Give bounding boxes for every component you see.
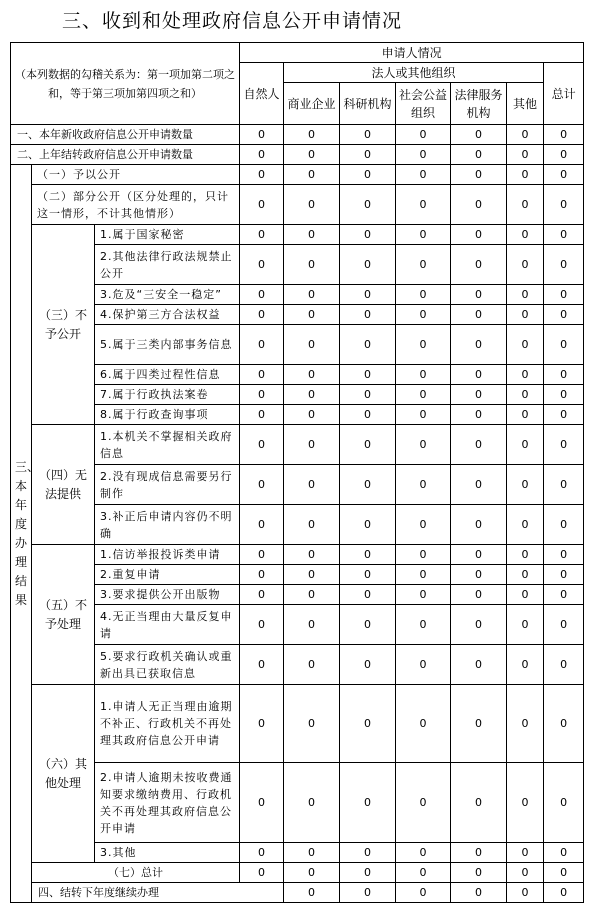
cell-value: 0 xyxy=(451,225,507,245)
cell-value: 0 xyxy=(451,425,507,465)
cell-value: 0 xyxy=(544,285,584,305)
section-3-label: 三、本年度办理结果 xyxy=(11,165,32,903)
cell-value: 0 xyxy=(451,305,507,325)
cell-value: 0 xyxy=(284,245,340,285)
cell-value: 0 xyxy=(340,125,396,145)
row-label: 一、本年新收政府信息公开申请数量 xyxy=(11,125,240,145)
table-row xyxy=(11,685,584,763)
cell-value: 0 xyxy=(544,585,584,605)
table-row xyxy=(11,305,584,325)
row-label: （七）总计 xyxy=(32,863,240,883)
table-row xyxy=(11,125,584,145)
table-row xyxy=(11,585,584,605)
cell-value: 0 xyxy=(340,365,396,385)
group-6-label: （六）其他处理 xyxy=(32,685,95,863)
row-label: 2.重复申请 xyxy=(95,565,240,585)
cell-value: 0 xyxy=(396,585,451,605)
cell-value: 0 xyxy=(451,565,507,585)
row-label: 3.补正后申请内容仍不明确 xyxy=(95,505,240,545)
cell-value: 0 xyxy=(340,305,396,325)
cell-value: 0 xyxy=(284,505,340,545)
cell-value: 0 xyxy=(284,125,340,145)
cell-value: 0 xyxy=(240,245,284,285)
cell-value: 0 xyxy=(240,325,284,365)
row-label: 8.属于行政查询事项 xyxy=(95,405,240,425)
cell-value: 0 xyxy=(544,185,584,225)
row-label: 4.保护第三方合法权益 xyxy=(95,305,240,325)
cell-value: 0 xyxy=(396,843,451,863)
cell-value: 0 xyxy=(451,325,507,365)
cell-value: 0 xyxy=(284,565,340,585)
row-label: 1.属于国家秘密 xyxy=(95,225,240,245)
row-label: 1.申请人无正当理由逾期不补正、行政机关不再处理其政府信息公开申请 xyxy=(95,685,240,763)
table-row xyxy=(11,325,584,365)
cell-value: 0 xyxy=(340,843,396,863)
row-label: 5.要求行政机关确认或重新出具已获取信息 xyxy=(95,645,240,685)
cell-value: 0 xyxy=(240,425,284,465)
cell-value: 0 xyxy=(284,883,340,903)
cell-value: 0 xyxy=(340,763,396,843)
cell-value: 0 xyxy=(240,385,284,405)
cell-value: 0 xyxy=(340,285,396,305)
cell-value: 0 xyxy=(284,325,340,365)
cell-value: 0 xyxy=(544,843,584,863)
table-row xyxy=(11,645,584,685)
cell-value: 0 xyxy=(284,685,340,763)
cell-value: 0 xyxy=(507,505,544,545)
row-label: 7.属于行政执法案卷 xyxy=(95,385,240,405)
cell-value: 0 xyxy=(396,405,451,425)
group-5-label: （五）不予处理 xyxy=(32,545,95,685)
cell-value: 0 xyxy=(284,645,340,685)
table-row xyxy=(11,225,584,245)
table-row xyxy=(11,285,584,305)
cell-value: 0 xyxy=(284,185,340,225)
cell-value: 0 xyxy=(284,843,340,863)
cell-value: 0 xyxy=(451,763,507,843)
cell-value: 0 xyxy=(507,245,544,285)
cell-value: 0 xyxy=(451,385,507,405)
cell-value: 0 xyxy=(240,565,284,585)
header-legal-service: 法律服务机构 xyxy=(451,83,507,125)
cell-value: 0 xyxy=(507,605,544,645)
row-label: 2.其他法律行政法规禁止公开 xyxy=(95,245,240,285)
table-row xyxy=(11,843,584,863)
cell-value: 0 xyxy=(507,863,544,883)
cell-value: 0 xyxy=(507,285,544,305)
cell-value: 0 xyxy=(451,165,507,185)
cell-value: 0 xyxy=(451,843,507,863)
cell-value: 0 xyxy=(544,225,584,245)
cell-value: 0 xyxy=(544,385,584,405)
cell-value: 0 xyxy=(340,605,396,645)
table-row xyxy=(11,145,584,165)
cell-value: 0 xyxy=(507,385,544,405)
cell-value: 0 xyxy=(340,685,396,763)
cell-value: 0 xyxy=(507,125,544,145)
cell-value: 0 xyxy=(451,863,507,883)
cell-value: 0 xyxy=(284,225,340,245)
cell-value: 0 xyxy=(284,605,340,645)
cell-value: 0 xyxy=(340,325,396,365)
cell-value: 0 xyxy=(340,245,396,285)
table-row xyxy=(11,883,584,903)
cell-value: 0 xyxy=(544,125,584,145)
header-social: 社会公益组织 xyxy=(396,83,451,125)
cell-value: 0 xyxy=(240,225,284,245)
row-label: 4.无正当理由大量反复申请 xyxy=(95,605,240,645)
cell-value: 0 xyxy=(507,585,544,605)
cell-value: 0 xyxy=(544,565,584,585)
cell-value: 0 xyxy=(396,305,451,325)
cell-value: 0 xyxy=(240,763,284,843)
cell-value: 0 xyxy=(340,425,396,465)
cell-value: 0 xyxy=(240,843,284,863)
cell-value: 0 xyxy=(507,405,544,425)
cell-value: 0 xyxy=(240,165,284,185)
cell-value: 0 xyxy=(544,645,584,685)
cell-value: 0 xyxy=(396,763,451,843)
cell-value: 0 xyxy=(396,605,451,645)
table-row xyxy=(11,245,584,285)
cell-value: 0 xyxy=(451,125,507,145)
cell-value: 0 xyxy=(396,645,451,685)
cell-value: 0 xyxy=(451,245,507,285)
cell-value: 0 xyxy=(507,185,544,225)
cell-value: 0 xyxy=(507,325,544,365)
table-row xyxy=(11,365,584,385)
cell-value: 0 xyxy=(451,405,507,425)
cell-value: 0 xyxy=(340,405,396,425)
cell-value: 0 xyxy=(507,365,544,385)
cell-value: 0 xyxy=(284,465,340,505)
cell-value: 0 xyxy=(396,385,451,405)
cell-value: 0 xyxy=(240,863,284,883)
header-business: 商业企业 xyxy=(284,83,340,125)
cell-value: 0 xyxy=(340,645,396,685)
row-label: 6.属于四类过程性信息 xyxy=(95,365,240,385)
cell-value: 0 xyxy=(451,645,507,685)
disclosure-table xyxy=(10,42,584,903)
cell-value: 0 xyxy=(396,545,451,565)
cell-value: 0 xyxy=(240,305,284,325)
cell-value: 0 xyxy=(507,305,544,325)
cell-value: 0 xyxy=(507,545,544,565)
cell-value: 0 xyxy=(284,285,340,305)
cell-value: 0 xyxy=(396,505,451,545)
cell-value: 0 xyxy=(340,145,396,165)
cell-value: 0 xyxy=(284,585,340,605)
cell-value: 0 xyxy=(240,145,284,165)
cell-value: 0 xyxy=(544,405,584,425)
cell-value: 0 xyxy=(340,385,396,405)
header-legal-group: 法人或其他组织 xyxy=(284,63,544,83)
cell-value: 0 xyxy=(451,685,507,763)
cell-value: 0 xyxy=(396,465,451,505)
table-row xyxy=(11,763,584,843)
cell-value: 0 xyxy=(544,883,584,903)
table-row xyxy=(11,565,584,585)
cell-value: 0 xyxy=(396,325,451,365)
group-4-label: （四）无法提供 xyxy=(32,425,95,545)
cell-value: 0 xyxy=(451,285,507,305)
header-other: 其他 xyxy=(507,83,544,125)
cell-value: 0 xyxy=(451,465,507,505)
cell-value: 0 xyxy=(507,165,544,185)
cell-value: 0 xyxy=(507,645,544,685)
cell-value: 0 xyxy=(396,565,451,585)
cell-value: 0 xyxy=(240,365,284,385)
cell-value: 0 xyxy=(240,405,284,425)
cell-value: 0 xyxy=(544,605,584,645)
cell-value: 0 xyxy=(340,465,396,505)
cell-value: 0 xyxy=(507,565,544,585)
cell-value: 0 xyxy=(240,465,284,505)
table-row xyxy=(11,605,584,645)
cell-value: 0 xyxy=(240,545,284,565)
page-title: 三、收到和处理政府信息公开申请情况 xyxy=(62,10,403,32)
cell-value: 0 xyxy=(340,225,396,245)
cell-value: 0 xyxy=(240,185,284,225)
cell-value: 0 xyxy=(544,305,584,325)
cell-value: 0 xyxy=(396,225,451,245)
cell-value: 0 xyxy=(507,465,544,505)
cell-value: 0 xyxy=(284,863,340,883)
cell-value: 0 xyxy=(340,565,396,585)
cell-value: 0 xyxy=(396,285,451,305)
table-row xyxy=(11,863,584,883)
cell-value: 0 xyxy=(340,165,396,185)
cell-value: 0 xyxy=(284,405,340,425)
row-label: 3.危及“三安全一稳定” xyxy=(95,285,240,305)
cell-value: 0 xyxy=(451,505,507,545)
cell-value: 0 xyxy=(340,863,396,883)
cell-value: 0 xyxy=(284,545,340,565)
cell-value: 0 xyxy=(544,505,584,545)
cell-value: 0 xyxy=(240,645,284,685)
cell-value: 0 xyxy=(451,545,507,565)
cell-value: 0 xyxy=(396,125,451,145)
row-label: 二、上年结转政府信息公开申请数量 xyxy=(11,145,240,165)
cell-value: 0 xyxy=(544,165,584,185)
cell-value: 0 xyxy=(240,505,284,545)
header-note: （本列数据的勾稽关系为：第一项加第二项之和，等于第三项加第四项之和） xyxy=(11,43,240,125)
group-3-label: （三）不予公开 xyxy=(32,225,95,425)
cell-value: 0 xyxy=(544,545,584,565)
row-label: 四、结转下年度继续办理 xyxy=(32,883,284,903)
cell-value: 0 xyxy=(507,763,544,843)
cell-value: 0 xyxy=(284,425,340,465)
cell-value: 0 xyxy=(451,883,507,903)
table-row xyxy=(11,505,584,545)
table-row xyxy=(11,185,584,225)
header-applicant: 申请人情况 xyxy=(240,43,584,63)
cell-value: 0 xyxy=(240,125,284,145)
table-row xyxy=(11,405,584,425)
cell-value: 0 xyxy=(544,245,584,285)
cell-value: 0 xyxy=(396,365,451,385)
cell-value: 0 xyxy=(396,425,451,465)
cell-value: 0 xyxy=(544,465,584,505)
row-label: 3.其他 xyxy=(95,843,240,863)
table-row xyxy=(11,545,584,565)
cell-value: 0 xyxy=(544,325,584,365)
cell-value: 0 xyxy=(507,225,544,245)
cell-value: 0 xyxy=(340,585,396,605)
cell-value: 0 xyxy=(507,843,544,863)
cell-value: 0 xyxy=(507,425,544,465)
row-label: 1.信访举报投诉类申请 xyxy=(95,545,240,565)
cell-value: 0 xyxy=(544,685,584,763)
row-label: 1.本机关不掌握相关政府信息 xyxy=(95,425,240,465)
cell-value: 0 xyxy=(451,585,507,605)
cell-value: 0 xyxy=(240,685,284,763)
cell-value: 0 xyxy=(340,883,396,903)
header-research: 科研机构 xyxy=(340,83,396,125)
cell-value: 0 xyxy=(284,385,340,405)
cell-value: 0 xyxy=(396,883,451,903)
table-row xyxy=(11,465,584,505)
cell-value: 0 xyxy=(396,245,451,285)
cell-value: 0 xyxy=(396,145,451,165)
cell-value: 0 xyxy=(396,863,451,883)
cell-value: 0 xyxy=(240,585,284,605)
cell-value: 0 xyxy=(340,545,396,565)
row-label: 2.申请人逾期未按收费通知要求缴纳费用、行政机关不再处理其政府信息公开申请 xyxy=(95,763,240,843)
cell-value: 0 xyxy=(240,605,284,645)
row-label: 2.没有现成信息需要另行制作 xyxy=(95,465,240,505)
cell-value: 0 xyxy=(284,165,340,185)
cell-value: 0 xyxy=(507,685,544,763)
cell-value: 0 xyxy=(544,763,584,843)
cell-value: 0 xyxy=(451,185,507,225)
cell-value: 0 xyxy=(240,285,284,305)
cell-value: 0 xyxy=(507,883,544,903)
cell-value: 0 xyxy=(284,365,340,385)
row-label: 3.要求提供公开出版物 xyxy=(95,585,240,605)
cell-value: 0 xyxy=(284,763,340,843)
cell-value: 0 xyxy=(396,185,451,225)
cell-value: 0 xyxy=(451,605,507,645)
header-total: 总计 xyxy=(544,63,584,125)
cell-value: 0 xyxy=(396,165,451,185)
cell-value: 0 xyxy=(451,365,507,385)
cell-value: 0 xyxy=(451,145,507,165)
cell-value: 0 xyxy=(544,425,584,465)
table-row xyxy=(11,165,584,185)
cell-value: 0 xyxy=(396,685,451,763)
row-label: 5.属于三类内部事务信息 xyxy=(95,325,240,365)
cell-value: 0 xyxy=(544,863,584,883)
row-label: （一）予以公开 xyxy=(32,165,240,185)
cell-value: 0 xyxy=(544,365,584,385)
header-natural-person: 自然人 xyxy=(240,63,284,125)
cell-value: 0 xyxy=(284,305,340,325)
table-row xyxy=(11,425,584,465)
cell-value: 0 xyxy=(507,145,544,165)
cell-value: 0 xyxy=(340,505,396,545)
cell-value: 0 xyxy=(284,145,340,165)
cell-value: 0 xyxy=(544,145,584,165)
row-label: （二）部分公开（区分处理的，只计这一情形，不计其他情形） xyxy=(32,185,240,225)
table-row xyxy=(11,385,584,405)
cell-value: 0 xyxy=(340,185,396,225)
